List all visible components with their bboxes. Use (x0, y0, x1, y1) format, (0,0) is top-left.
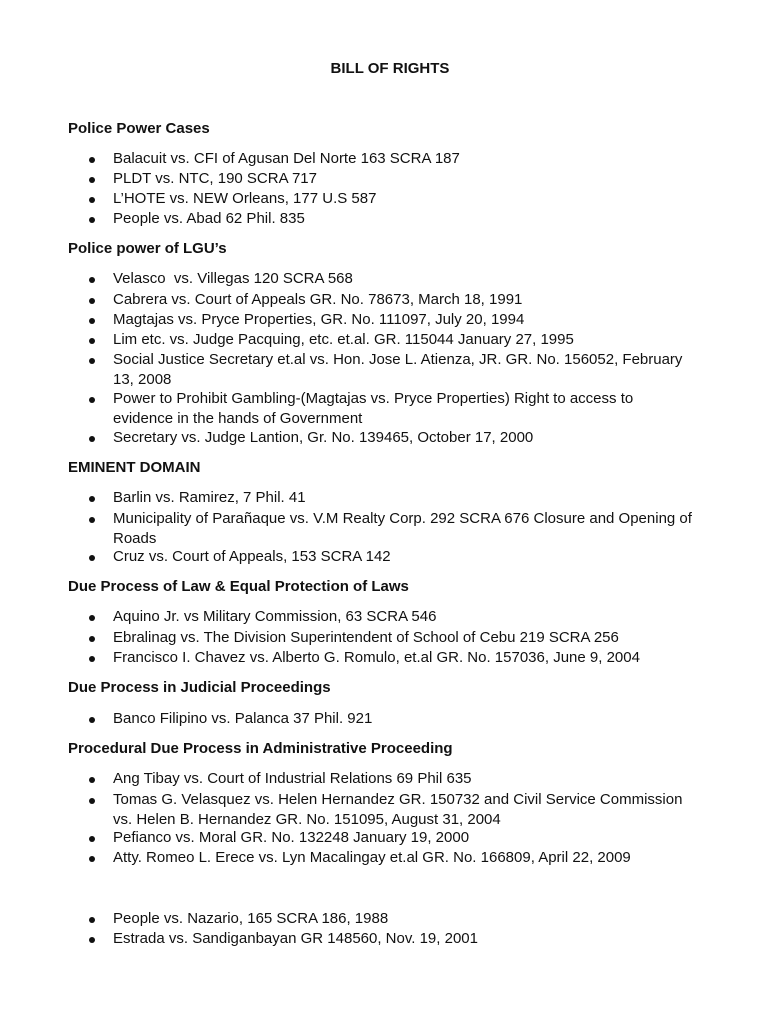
list-item: Balacuit vs. CFI of Agusan Del Norte 163 SCRA 187 (87, 149, 697, 169)
bullet-icon (89, 777, 95, 783)
bullet-icon (89, 555, 95, 561)
list-item: Barlin vs. Ramirez, 7 Phil. 41 (87, 488, 697, 508)
list-item: Estrada vs. Sandiganbayan GR 148560, Nov. 19, 2001 (87, 929, 697, 949)
list-item: People vs. Abad 62 Phil. 835 (87, 209, 697, 229)
bullet-icon (89, 177, 95, 183)
bullet-icon (89, 298, 95, 304)
list-item: Cabrera vs. Court of Appeals GR. No. 78673, March 18, 1991 (87, 290, 697, 310)
list-item: PLDT vs. NTC, 190 SCRA 717 (87, 169, 697, 189)
bullet-icon (89, 217, 95, 223)
list-item: Power to Prohibit Gambling-(Magtajas vs. Pryce Properties) Right to access to evidence in the hands of Government (87, 389, 697, 428)
bullet-icon (89, 636, 95, 642)
list-item: Magtajas vs. Pryce Properties, GR. No. 111097, July 20, 1994 (87, 310, 697, 330)
list-item: Tomas G. Velasquez vs. Helen Hernandez GR. 150732 and Civil Service Commission vs. Helen B. Hernandez GR. No. 151095, August 31, 2004 (87, 790, 697, 829)
list-item: Ebralinag vs. The Division Superintendent of School of Cebu 219 SCRA 256 (87, 628, 697, 648)
section-heading-police-power-cases: Police Power Cases (68, 120, 210, 137)
section-heading-due-process-equal-protection: Due Process of Law & Equal Protection of Laws (68, 578, 409, 595)
bullet-icon (89, 397, 95, 403)
list-item: Lim etc. vs. Judge Pacquing, etc. et.al. GR. 115044 January 27, 1995 (87, 330, 697, 350)
bullet-icon (89, 496, 95, 502)
list-item: Cruz vs. Court of Appeals, 153 SCRA 142 (87, 547, 697, 567)
bullet-icon (89, 517, 95, 523)
list-item: Aquino Jr. vs Military Commission, 63 SCRA 546 (87, 607, 697, 627)
bullet-icon (89, 338, 95, 344)
list-item: Secretary vs. Judge Lantion, Gr. No. 139465, October 17, 2000 (87, 428, 697, 448)
section-heading-procedural-due-process-admin: Procedural Due Process in Administrative Proceeding (68, 740, 453, 757)
bullet-icon (89, 836, 95, 842)
section-heading-eminent-domain: EMINENT DOMAIN (68, 459, 201, 476)
list-item: Pefianco vs. Moral GR. No. 132248 January 19, 2000 (87, 828, 697, 848)
page-title: BILL OF RIGHTS (330, 60, 450, 77)
list-item: Banco Filipino vs. Palanca 37 Phil. 921 (87, 709, 697, 729)
list-item: Social Justice Secretary et.al vs. Hon. Jose L. Atienza, JR. GR. No. 156052, February 13, 2008 (87, 350, 697, 389)
bullet-icon (89, 937, 95, 943)
bullet-icon (89, 798, 95, 804)
section-heading-police-power-lgu: Police power of LGU’s (68, 240, 227, 257)
bullet-icon (89, 358, 95, 364)
bullet-icon (89, 856, 95, 862)
bullet-icon (89, 615, 95, 621)
list-item: People vs. Nazario, 165 SCRA 186, 1988 (87, 909, 697, 929)
bullet-icon (89, 318, 95, 324)
section-heading-due-process-judicial: Due Process in Judicial Proceedings (68, 679, 331, 696)
bullet-icon (89, 717, 95, 723)
bullet-icon (89, 277, 95, 283)
bullet-icon (89, 656, 95, 662)
bullet-icon (89, 917, 95, 923)
list-item: L’HOTE vs. NEW Orleans, 177 U.S 587 (87, 189, 697, 209)
bullet-icon (89, 197, 95, 203)
bullet-icon (89, 436, 95, 442)
bullet-icon (89, 157, 95, 163)
list-item: Ang Tibay vs. Court of Industrial Relations 69 Phil 635 (87, 769, 697, 789)
list-item: Atty. Romeo L. Erece vs. Lyn Macalingay et.al GR. No. 166809, April 22, 2009 (87, 848, 697, 868)
list-item: Municipality of Parañaque vs. V.M Realty Corp. 292 SCRA 676 Closure and Opening of Roads (87, 509, 697, 548)
list-item: Velasco vs. Villegas 120 SCRA 568 (87, 269, 697, 289)
list-item: Francisco I. Chavez vs. Alberto G. Romulo, et.al GR. No. 157036, June 9, 2004 (87, 648, 697, 668)
